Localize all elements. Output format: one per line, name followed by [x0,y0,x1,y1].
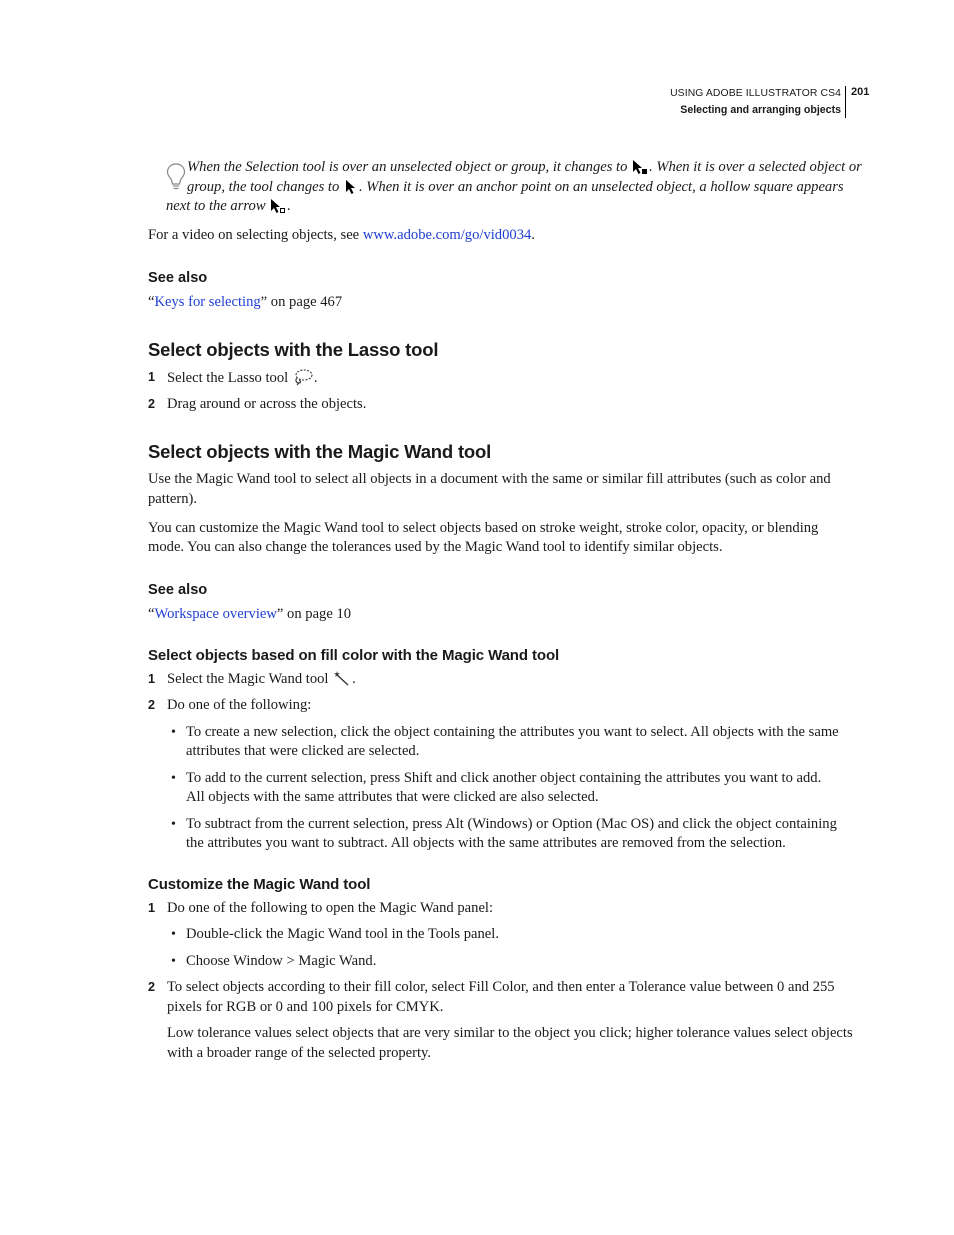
video-paragraph: For a video on selecting objects, see www.adobe.com/go/vid0034. [148,227,535,243]
bullet-add-selection-line-1: To add to the current selection, press Shift and click another object containing the attributes you want to add. [186,770,822,786]
fill-color-step-2: Do one of the following: [167,697,312,713]
video-link[interactable]: www.adobe.com/go/vid0034 [362,227,532,243]
step-number: 2 [148,980,156,994]
tip-line-3: next to the arrow . [166,197,291,221]
see-also-heading: See also [148,582,208,598]
see-also-reference: “Workspace overview” on page 10 [148,606,352,622]
keys-for-selecting-link[interactable]: Keys for selecting [154,294,261,310]
lasso-tool-icon [292,368,314,393]
magic-wand-customize-line-1: You can customize the Magic Wand tool to select objects based on stroke weight, stroke color, opacity, or blending [148,520,819,536]
tip-line-1: When the Selection tool is over an unselected object or group, it changes to . When it is over a selected object or [187,158,862,182]
see-also-heading: See also [148,270,208,286]
bullet: • [171,927,176,942]
step-number: 1 [148,901,156,915]
magic-wand-customize-line-2: mode. You can also change the tolerances used by the Magic Wand tool to identify similar objects. [148,539,723,555]
fill-color-step-1: Select the Magic Wand tool . [167,670,356,694]
bullet: • [171,954,176,969]
step-number: 1 [148,370,156,384]
bullet-add-selection-line-2: All objects with the same attributes that were clicked are also selected. [186,789,599,805]
running-header-chapter: Selecting and arranging objects [680,104,841,116]
bullet-subtract-selection-line-2: the attributes you want to subtract. All objects with the same attributes are removed from the selection. [186,835,786,851]
lasso-step-2: Drag around or across the objects. [167,396,367,412]
magic-wand-section-heading: Select objects with the Magic Wand tool [148,441,492,462]
tip-line-2: group, the tool changes to . When it is over an anchor point on an unselected object, a hollow square appears [187,178,844,202]
lasso-section-heading: Select objects with the Lasso tool [148,339,439,360]
step-number: 1 [148,672,156,686]
see-also-reference: “Keys for selecting” on page 467 [148,294,343,310]
fill-color-subsection-heading: Select objects based on fill color with the Magic Wand tool [148,647,560,664]
lightbulb-icon [166,162,186,197]
page-number: 201 [851,86,870,98]
bullet-create-selection-line-1: To create a new selection, click the object containing the attributes you want to select. All objects with the same [186,724,839,740]
step-number: 2 [148,397,156,411]
bullet-choose-window: Choose Window > Magic Wand. [186,953,377,969]
bullet-double-click: Double-click the Magic Wand tool in the Tools panel. [186,926,499,942]
customize-step-2-line-1: To select objects according to their fill color, select Fill Color, and then enter a Tolerance value between 0 and 255 [167,979,835,995]
tolerance-note-line-2: with a broader range of the selected property. [167,1045,432,1061]
magic-wand-icon [332,671,352,694]
bullet: • [171,817,176,832]
customize-subsection-heading: Customize the Magic Wand tool [148,876,371,893]
magic-wand-intro-line-1: Use the Magic Wand tool to select all objects in a document with the same or similar fill attributes (such as color and [148,471,831,487]
running-header-title: USING ADOBE ILLUSTRATOR CS4 [670,88,841,99]
bullet: • [171,771,176,786]
bullet-create-selection-line-2: attributes that were clicked are selected. [186,743,420,759]
header-divider [845,86,846,118]
bullet: • [171,725,176,740]
bullet-subtract-selection-line-1: To subtract from the current selection, press Alt (Windows) or Option (Mac OS) and click the object containing [186,816,837,832]
customize-step-2-line-2: pixels for RGB or 0 and 100 pixels for CMYK. [167,999,444,1015]
lasso-step-1: Select the Lasso tool . [167,368,318,393]
workspace-overview-link[interactable]: Workspace overview [154,606,277,622]
selection-arrow-hollow-square-icon [269,198,287,221]
selection-arrow-icon [343,179,359,202]
magic-wand-intro-line-2: pattern). [148,491,198,507]
customize-step-1: Do one of the following to open the Magic Wand panel: [167,900,494,916]
tolerance-note-line-1: Low tolerance values select objects that are very similar to the object you click; higher tolerance values select objects [167,1025,853,1041]
step-number: 2 [148,698,156,712]
